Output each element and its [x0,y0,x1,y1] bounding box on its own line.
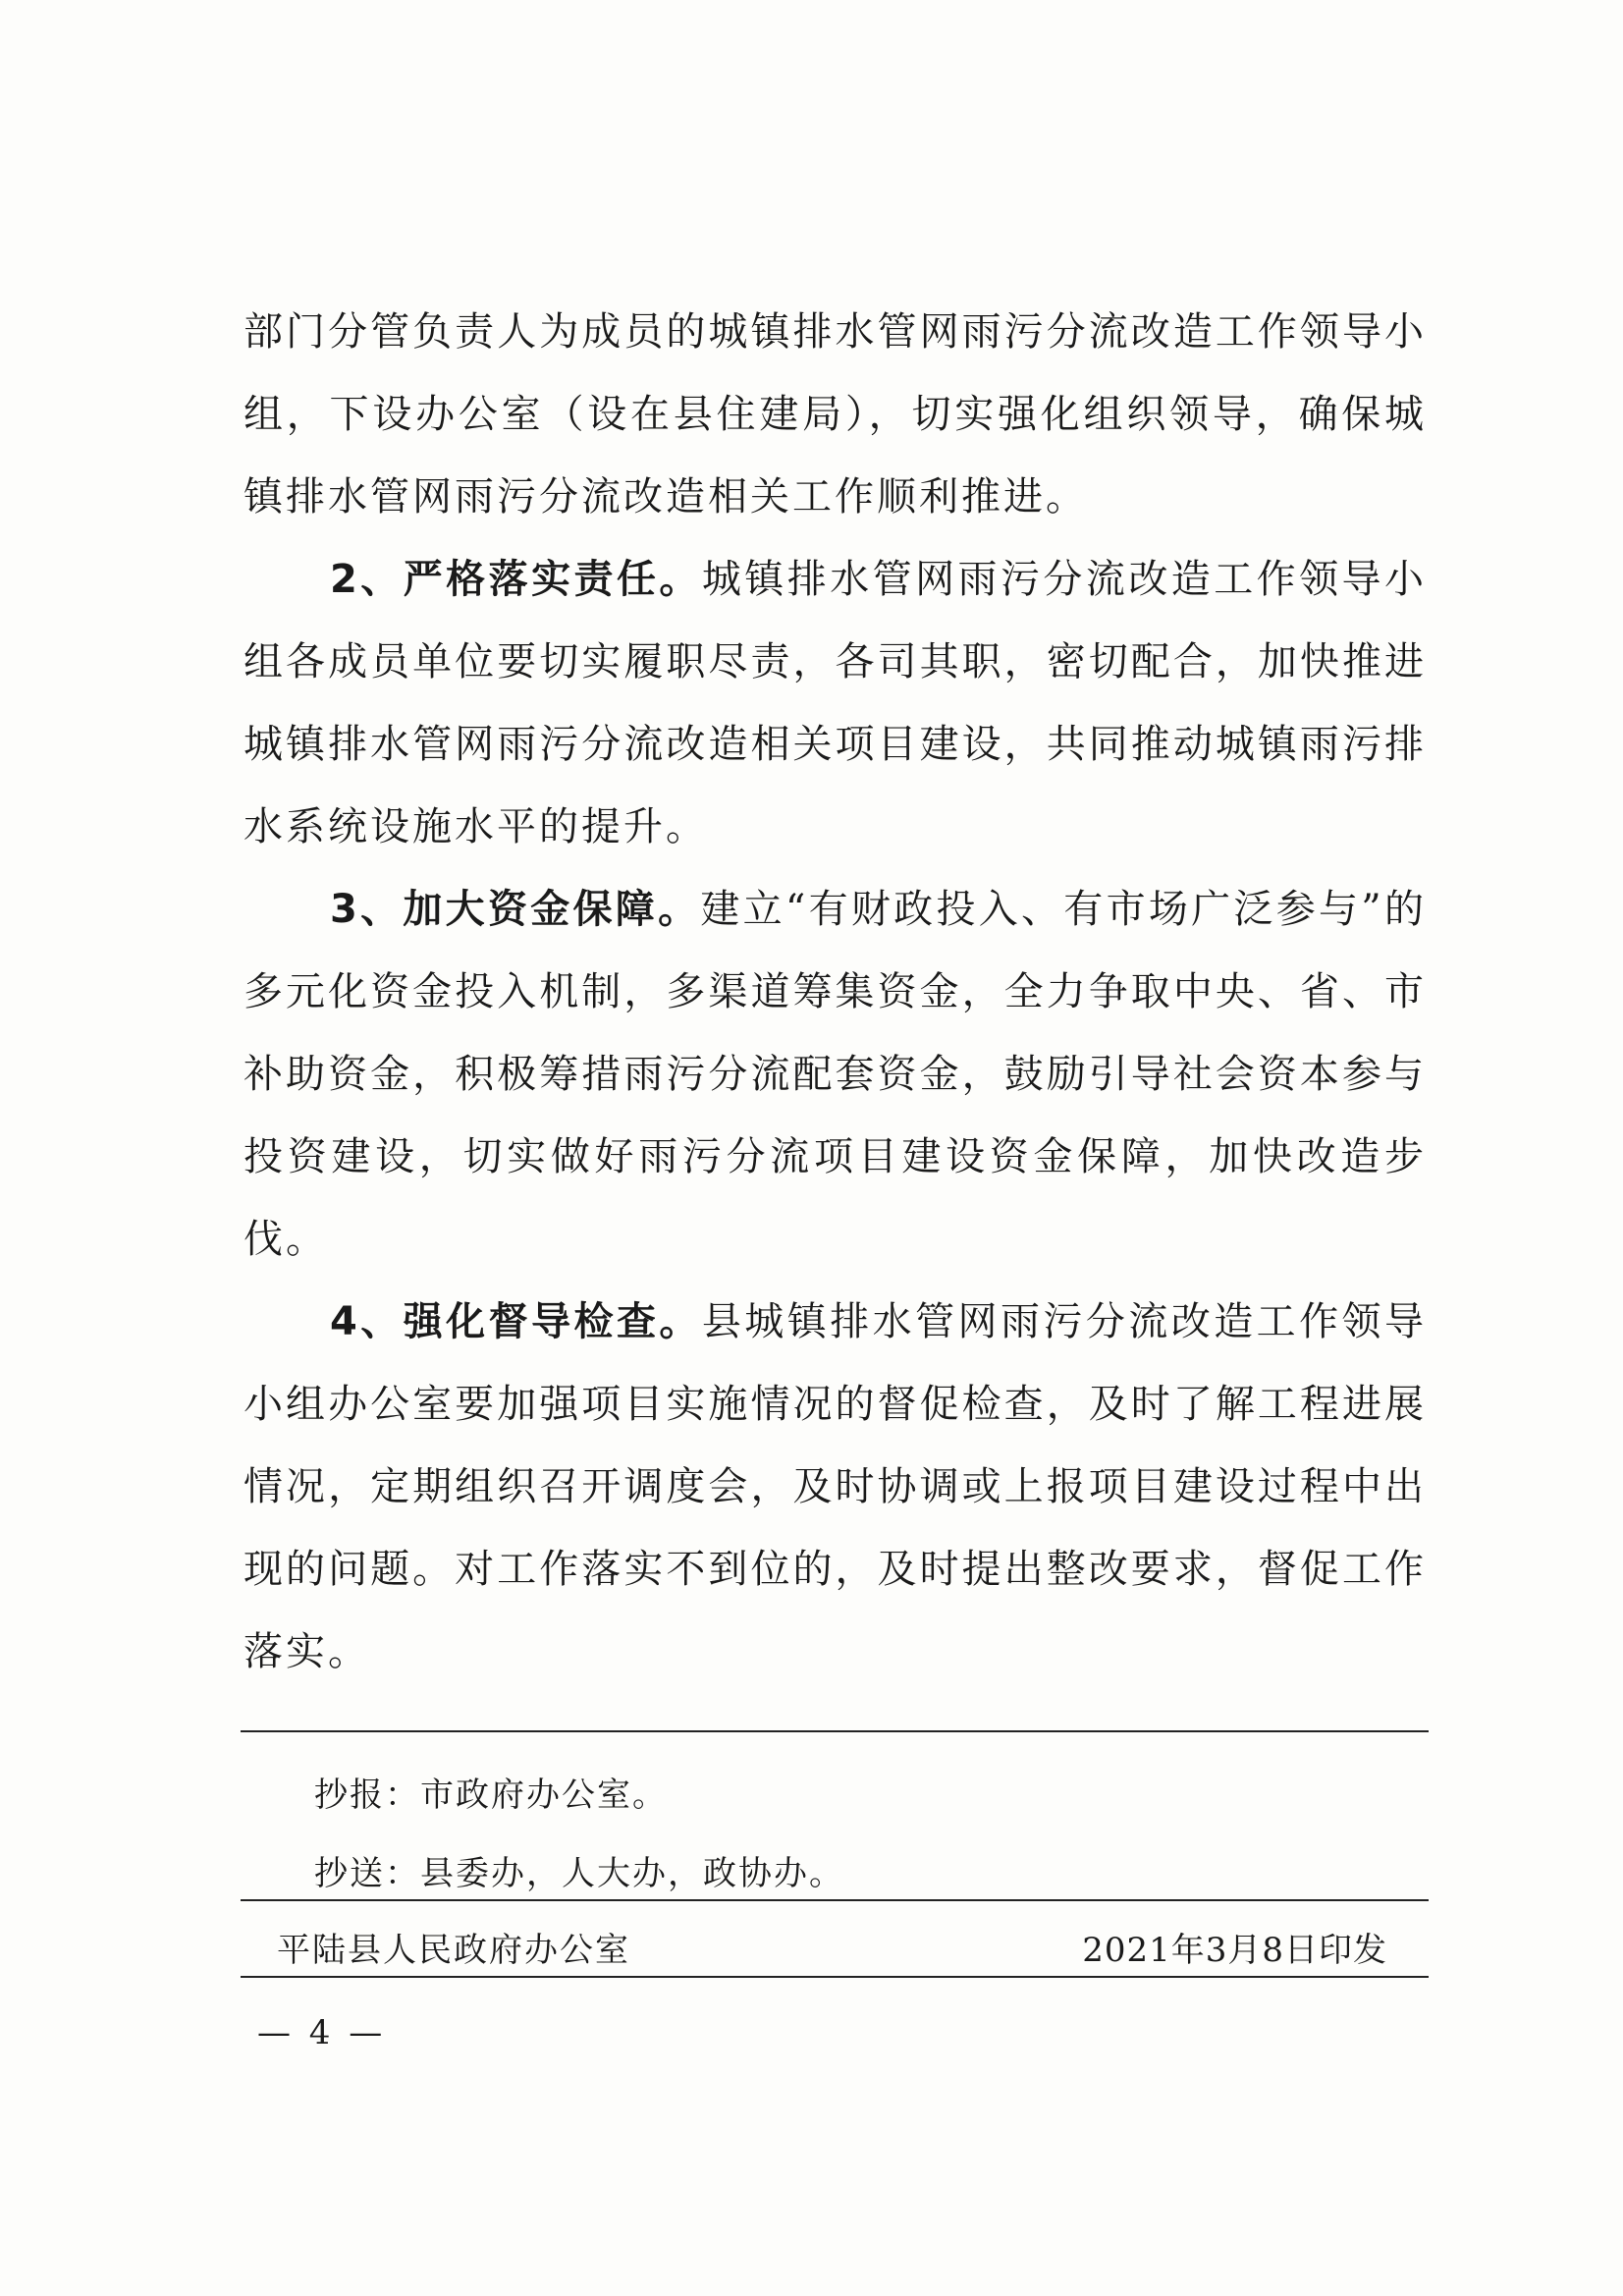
paragraph-responsibility [243,538,1427,868]
issuer: 平陆县人民政府办公室 [277,1931,630,1970]
paragraph-heading: 2、严格落实责任。 [330,557,702,602]
paragraph-text: 建立“有财政投入、有市场广泛参与”的多元化资金投入机制，多渠道筹集资金，全力争取中央、省、市补助资金，积极筹措雨污分流配套资金，鼓励引导社会资本参与投资建设，切实做好雨污分流项目建设资金保障，加快改造步伐。 [243,887,1427,1262]
paragraph-funding [243,868,1427,1281]
issue-date: 2021年3月8日印发 [1082,1931,1387,1970]
paragraph-text: 部门分管负责人为成员的城镇排水管网雨污分流改造工作领导小组，下设办公室（设在县住建局），切实强化组织领导，确保城镇排水管网雨污分流改造相关工作顺利推进。 [243,309,1427,519]
page-number: — 4 — [257,2013,387,2052]
divider-line [241,1899,1429,1901]
paragraph-continuation [243,291,1427,538]
paragraph-text: 城镇排水管网雨污分流改造工作领导小组各成员单位要切实履职尽责，各司其职，密切配合，加快推进城镇排水管网雨污分流改造相关项目建设，共同推动城镇雨污排水系统设施水平的提升。 [243,557,1427,849]
paragraph-heading: 4、强化督导检查。 [330,1299,702,1344]
document-body [243,291,1427,1693]
paragraph-supervision [243,1281,1427,1693]
divider-line [241,1730,1429,1732]
cc-send: 抄送：县委办，人大办，政协办。 [314,1854,844,1893]
cc-report: 抄报：市政府办公室。 [314,1776,668,1815]
paragraph-heading: 3、加大资金保障。 [330,887,701,932]
divider-line [241,1976,1429,1978]
paragraph-text: 县城镇排水管网雨污分流改造工作领导小组办公室要加强项目实施情况的督促检查，及时了解工程进展情况，定期组织召开调度会，及时协调或上报项目建设过程中出现的问题。对工作落实不到位的，及时提出整改要求，督促工作落实。 [243,1299,1427,1674]
